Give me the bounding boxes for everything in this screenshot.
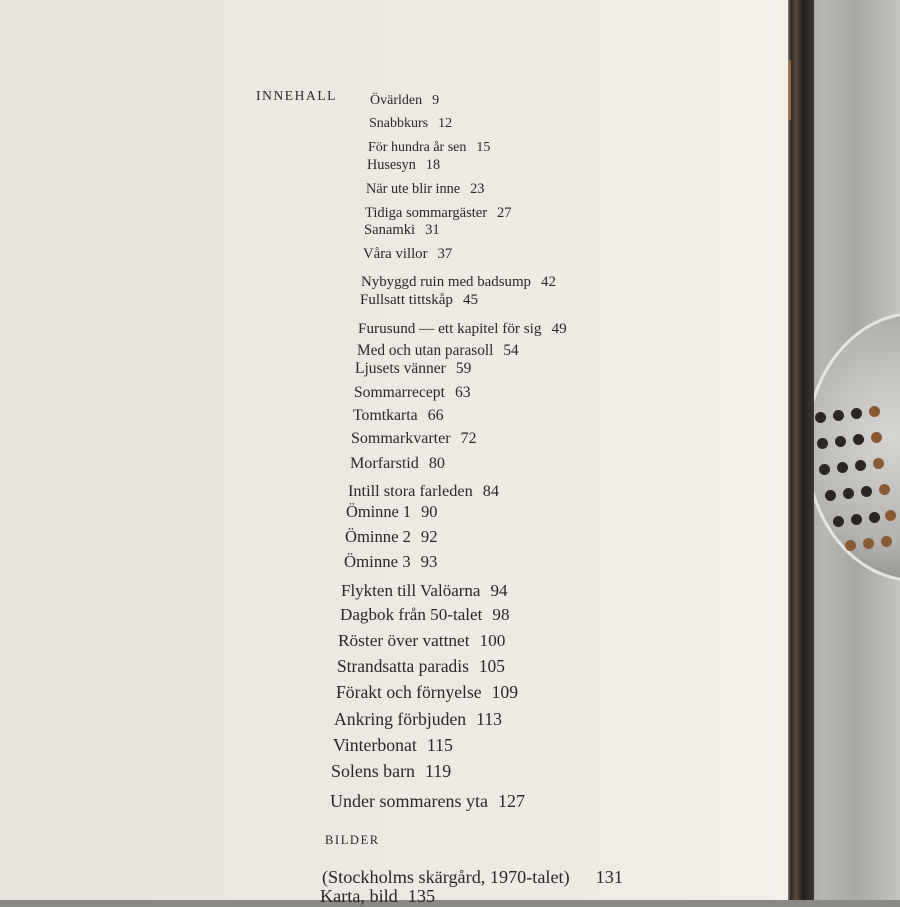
contents-entry-page: 113 (476, 709, 503, 730)
drain-hole (871, 432, 882, 443)
contents-entry-page: 45 (462, 292, 478, 308)
contents-entry-page: 12 (438, 115, 453, 131)
contents-entry-page: 90 (421, 502, 438, 522)
contents-entry-page: 115 (426, 735, 453, 756)
drain-hole (863, 538, 874, 549)
contents-entry-page: 42 (541, 274, 556, 291)
contents-entry-title: Furusund — ett kapitel för sig (358, 319, 542, 337)
contents-entry-page: 93 (420, 551, 438, 571)
drain-hole (845, 540, 856, 551)
contents-entry-page: 80 (428, 455, 445, 473)
contents-entry-page: 127 (497, 791, 525, 812)
contents-entry-page: 119 (424, 761, 452, 782)
drain-hole (817, 438, 828, 449)
contents-entry-title: Tidiga sommargäster (365, 205, 488, 222)
contents-entry-title: Öminne 1 (346, 502, 412, 522)
images-entry-page: 131 (595, 867, 623, 888)
contents-heading: INNEHALL (256, 88, 338, 103)
contents-entry-page: 109 (491, 682, 518, 703)
drain-hole (873, 458, 884, 469)
contents-entry-page: 23 (470, 181, 485, 198)
images-entry-page: 135 (407, 886, 436, 907)
contents-entry-title: När ute blir inne (366, 181, 461, 198)
drain-hole (815, 412, 826, 423)
contents-entry-title: Morfarstid (350, 455, 419, 473)
contents-entry-title: Sommarkvarter (351, 430, 451, 448)
contents-entry-page: 31 (425, 222, 440, 239)
contents-entry-page: 49 (551, 319, 567, 337)
contents-entry-title: Övärlden (370, 92, 423, 108)
drain-hole (885, 510, 896, 521)
contents-entry-title: Öminne 3 (344, 551, 411, 571)
contents-entry-title: Tomtkarta (353, 406, 418, 424)
contents-entry-page: 59 (455, 359, 472, 377)
drain-hole (851, 514, 862, 525)
contents-entry-page: 18 (425, 157, 441, 174)
contents-entry-title: Med och utan parasoll (357, 341, 494, 359)
contents-entry-page: 54 (503, 341, 519, 359)
drain-hole (881, 536, 892, 547)
drain-hole (819, 464, 830, 475)
drain-hole (853, 434, 864, 445)
contents-entry-title: Våra villor (363, 246, 428, 263)
contents-entry-title: För hundra år sen (368, 139, 467, 155)
contents-entry-title: Röster över vattnet (338, 630, 470, 650)
contents-entry-page: 27 (497, 205, 512, 222)
contents-entry-page: 84 (482, 481, 500, 501)
drain-hole (843, 488, 854, 499)
contents-entry-page: 92 (420, 527, 438, 547)
contents-entry-title: Sommarrecept (354, 383, 445, 401)
contents-entry-title: Vinterbonat (333, 735, 417, 756)
contents-entry-title: Fullsatt tittskåp (360, 292, 453, 308)
drain-hole (869, 512, 880, 523)
contents-entry-title: Nybyggd ruin med badsump (361, 274, 531, 291)
images-entry (322, 867, 623, 888)
drain-hole (879, 484, 890, 495)
contents-entry-title: Öminne 2 (345, 527, 411, 547)
images-entry (320, 886, 435, 907)
contents-entry-page: 37 (437, 246, 453, 263)
contents-entry-title: Intill stora farleden (348, 481, 473, 501)
drain-hole (833, 410, 844, 421)
contents-entry-page: 98 (492, 604, 510, 624)
images-entry-title: Karta, bild (320, 886, 398, 907)
drain-hole (833, 516, 844, 527)
contents-entry-page: 63 (454, 383, 471, 401)
images-entry-title: (Stockholms skärgård, 1970-talet) (322, 867, 570, 888)
contents-entry-title: Under sommarens yta (330, 791, 488, 812)
contents-entry-title: Husesyn (367, 157, 416, 174)
contents-entry-page: 94 (490, 580, 508, 600)
drain-hole (825, 490, 836, 501)
contents-entry-title: Dagbok från 50-talet (340, 604, 483, 624)
contents-entry-title: Flykten till Valöarna (341, 580, 481, 600)
drain-hole (837, 462, 848, 473)
contents-entry-page: 100 (479, 630, 506, 650)
drain-hole (869, 406, 880, 417)
contents-entry-page: 105 (478, 655, 505, 676)
drain-hole (851, 408, 862, 419)
contents-entry-page: 15 (476, 139, 491, 155)
contents-entry-title: Snabbkurs (369, 115, 429, 131)
images-heading: BILDER (325, 833, 380, 847)
contents-entry-title: Strandsatta paradis (337, 655, 469, 676)
contents-entry-page: 9 (432, 92, 440, 108)
contents-entry-title: Förakt och förnyelse (336, 682, 482, 703)
contents-entry-title: Ljusets vänner (355, 359, 446, 377)
drain-hole (855, 460, 866, 471)
contents-entry-page: 72 (460, 430, 477, 448)
contents-entry-title: Solens barn (331, 761, 415, 782)
contents-entry-title: Sanamki (364, 222, 416, 239)
drain-hole (835, 436, 846, 447)
drain-hole (861, 486, 872, 497)
contents-entry-page: 66 (427, 406, 444, 424)
contents-entry-title: Ankring förbjuden (334, 709, 467, 730)
